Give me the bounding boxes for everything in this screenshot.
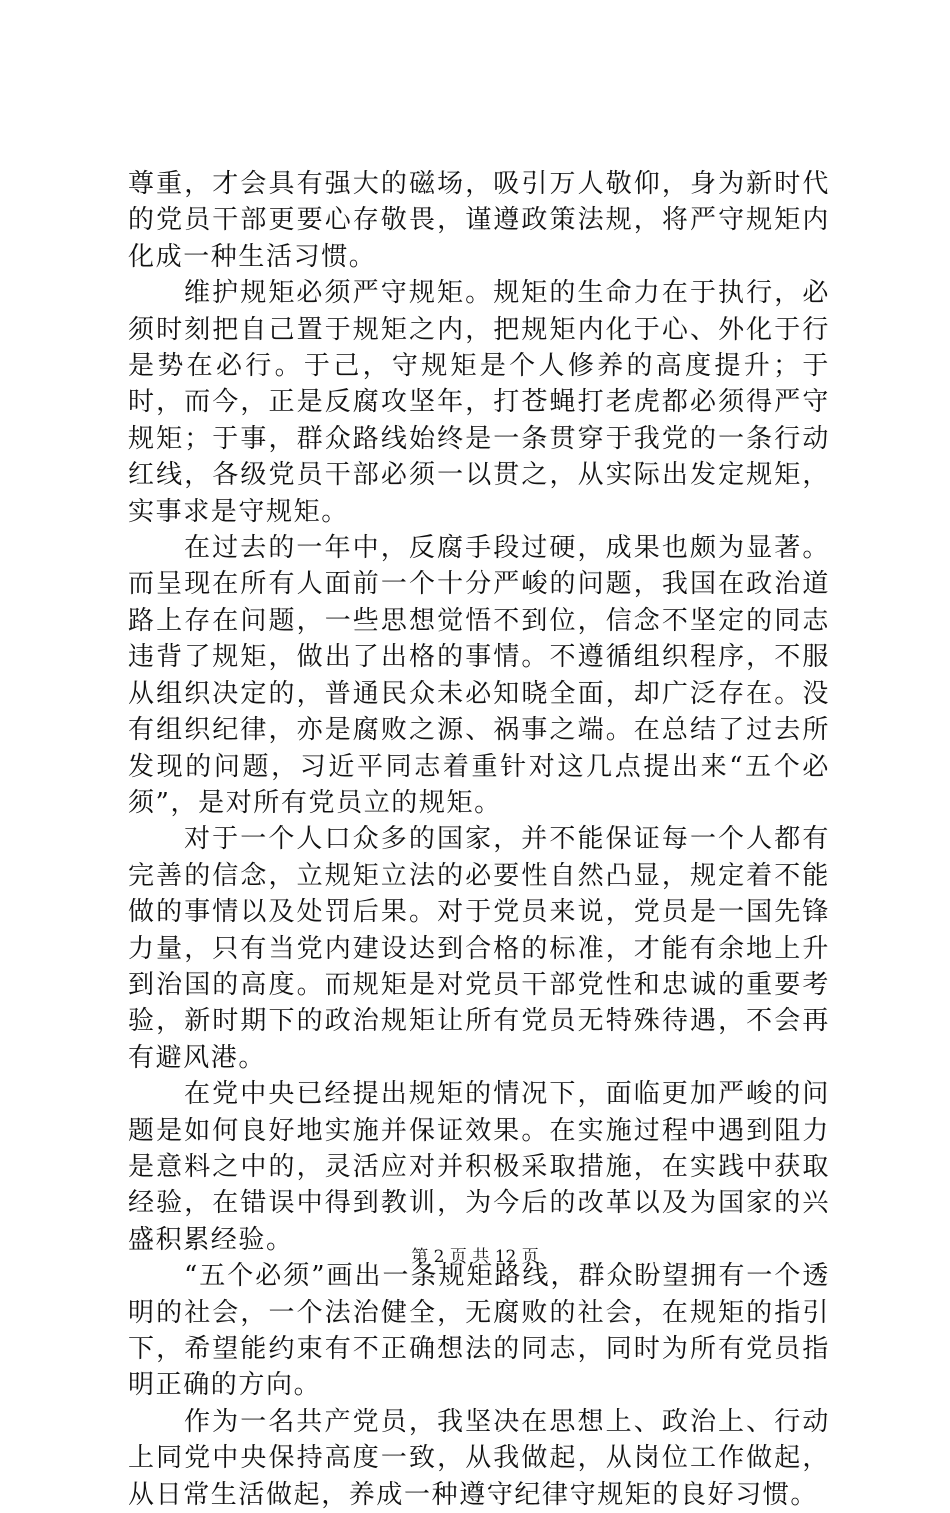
document-body — [128, 166, 830, 1513]
paragraph-3: 在过去的一年中，反腐手段过硬，成果也颇为显著。而呈现在所有人面前一个十分严峻的问题，我国在政治道路上存在问题，一些思想觉悟不到位，信念不坚定的同志违背了规矩，做出了出格的事情。不遵循组织程序，不服从组织决定的，普通民众未必知晓全面，却广泛存在。没有组织纪律，亦是腐败之源、祸事之端。在总结了过去所发现的问题，习近平同志着重针对这几点提出来“五个必须”，是对所有党员立的规矩。 — [128, 533, 830, 818]
paragraph-7: 作为一名共产党员，我坚决在思想上、政治上、行动上同党中央保持高度一致，从我做起，从岗位工作做起，从日常生活做起，养成一种遵守纪律守规矩的良好习惯。 — [128, 1406, 830, 1510]
paragraph-1: 尊重，才会具有强大的磁场，吸引万人敬仰，身为新时代的党员干部更要心存敬畏，谨遵政策法规，将严守规矩内化成一种生活习惯。 — [128, 169, 830, 272]
paragraph-2: 维护规矩必须严守规矩。规矩的生命力在于执行，必须时刻把自己置于规矩之内，把规矩内化于心、外化于行是势在必行。于己，守规矩是个人修养的高度提升；于时，而今，正是反腐攻坚年，打苍蝇打老虎都必须得严守规矩；于事，群众路线始终是一条贯穿于我党的一条行动红线，各级党员干部必须一以贯之，从实际出发定规矩，实事求是守规矩。 — [128, 278, 830, 527]
paragraph-6: “五个必须”画出一条规矩路线，群众盼望拥有一个透明的社会，一个法治健全，无腐败的社会，在规矩的指引下，希望能约束有不正确想法的同志，同时为所有党员指明正确的方向。 — [128, 1261, 830, 1401]
page-number-footer: 第 2 页 共 12 页 — [411, 1247, 539, 1267]
paragraph-4: 对于一个人口众多的国家，并不能保证每一个人都有完善的信念，立规矩立法的必要性自然凸显，规定着不能做的事情以及处罚后果。对于党员来说，党员是一国先锋力量，只有当党内建设达到合格的标准，才能有余地上升到治国的高度。而规矩是对党员干部党性和忠诚的重要考验，新时期下的政治规矩让所有党员无特殊待遇，不会再有避风港。 — [128, 824, 830, 1073]
paragraph-5: 在党中央已经提出规矩的情况下，面临更加严峻的问题是如何良好地实施并保证效果。在实施过程中遇到阻力是意料之中的，灵活应对并积极采取措施，在实践中获取经验，在错误中得到教训，为今后的改革以及为国家的兴盛积累经验。 — [128, 1079, 830, 1255]
